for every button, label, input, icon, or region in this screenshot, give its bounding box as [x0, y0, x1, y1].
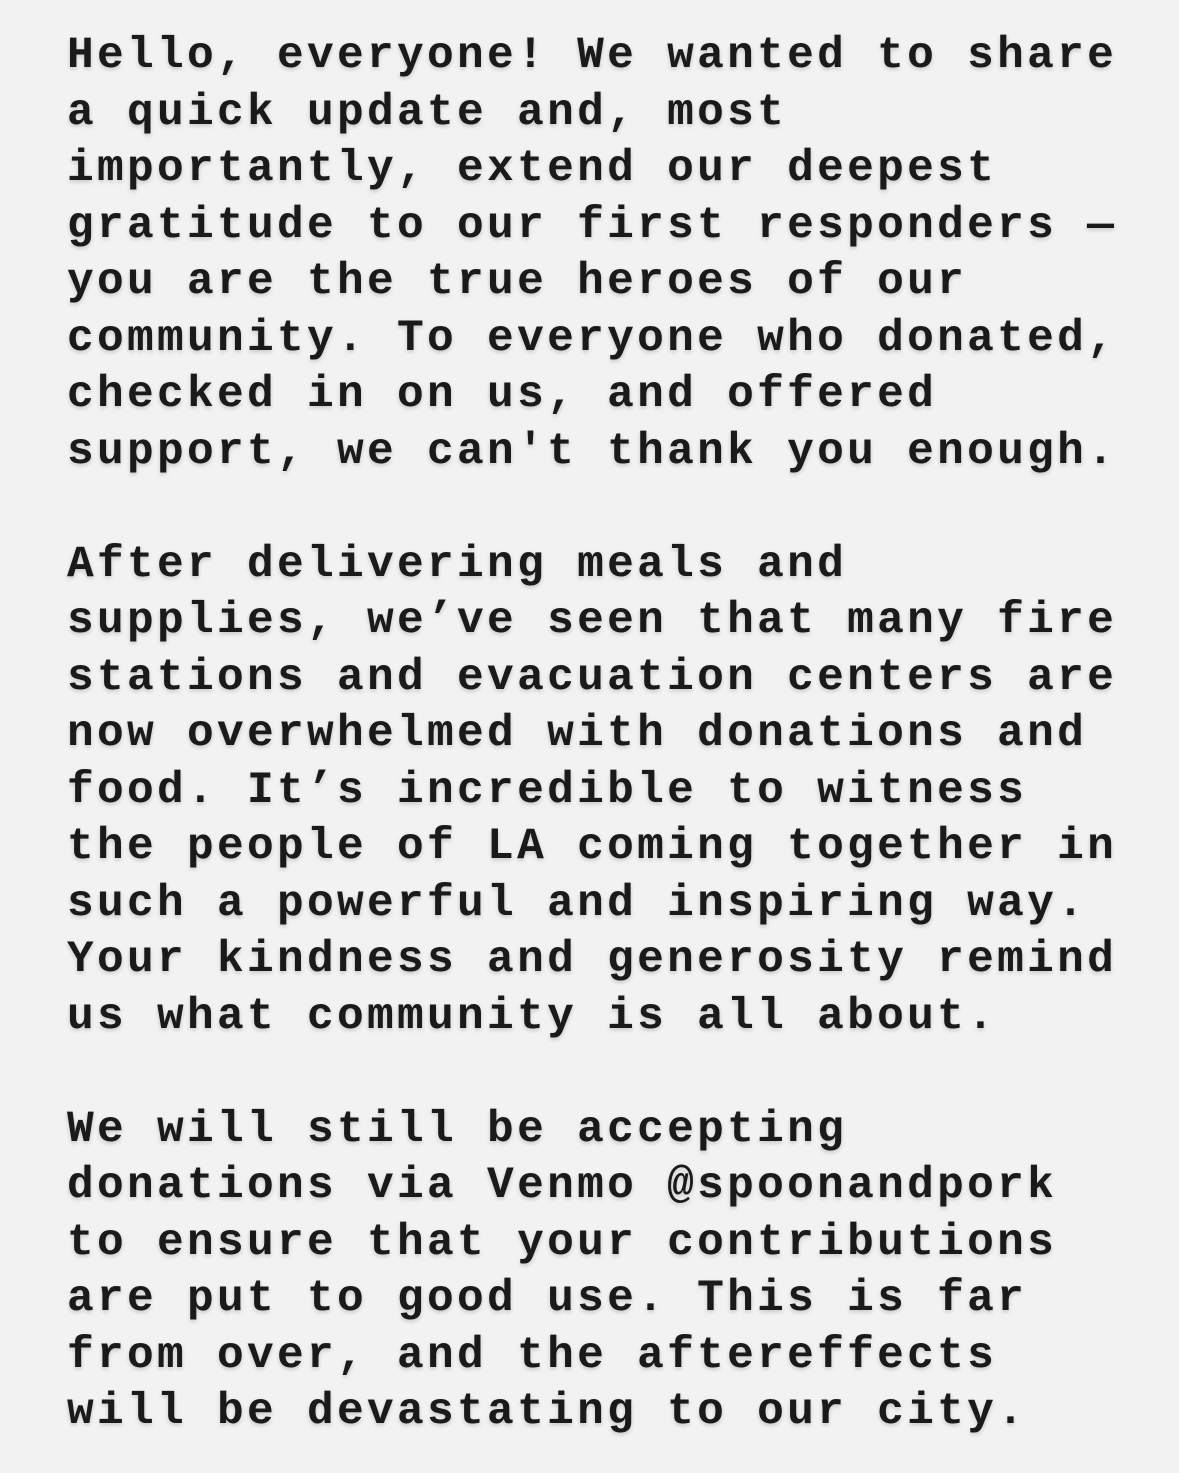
text-line: from over, and the aftereffects — [67, 1330, 998, 1381]
paragraph-update — [67, 537, 1157, 1046]
text-line: importantly, extend our deepest — [67, 144, 998, 194]
text-line: food. It’s incredible to witness — [67, 765, 1028, 816]
paragraph-donations — [67, 1102, 1157, 1441]
text-line: the people of LA coming together in — [67, 822, 1118, 872]
text-line: checked in on us, and offered — [67, 370, 938, 420]
text-line: are put to good use. This is far — [67, 1274, 1028, 1324]
text-line: gratitude to our first responders — — [67, 200, 1118, 251]
text-line: you are the true heroes of our — [67, 257, 968, 307]
text-line: us what community is all about. — [67, 991, 998, 1042]
text-line: Your kindness and generosity remind — [67, 935, 1118, 985]
paragraph-thanks — [67, 28, 1157, 480]
story-text-block — [67, 28, 1157, 1441]
text-line: donations via Venmo @spoonandpork — [67, 1161, 1058, 1211]
text-line: We will still be accepting — [67, 1104, 848, 1155]
text-line: such a powerful and inspiring way. — [67, 878, 1088, 929]
text-line: stations and evacuation centers are — [67, 652, 1118, 703]
text-line: now overwhelmed with donations and — [67, 709, 1088, 759]
text-line: After delivering meals and — [67, 539, 848, 590]
text-line: supplies, we’ve seen that many fire — [67, 596, 1118, 646]
text-line: to ensure that your contributions — [67, 1217, 1058, 1268]
text-line: community. To everyone who donated, — [67, 313, 1118, 364]
text-line: will be devastating to our city. — [67, 1387, 1028, 1437]
text-line: Hello, everyone! We wanted to share — [67, 31, 1118, 81]
text-line: support, we can't thank you enough. — [67, 426, 1118, 477]
text-line: a quick update and, most — [67, 87, 788, 138]
